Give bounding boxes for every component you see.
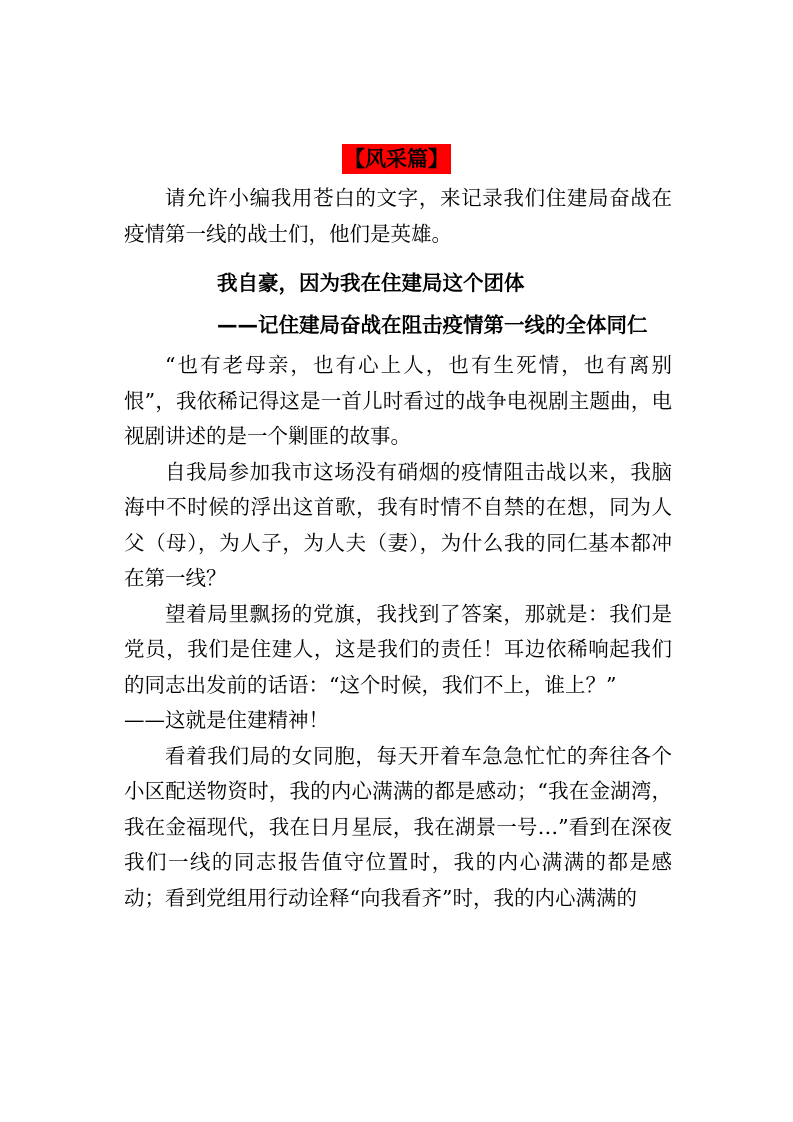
body-paragraph: “也有老母亲，也有心上人，也有生死情，也有离别恨”，我依稀记得这是一首儿时看过的战争电视剧主题曲，电视剧讲述的是一个剿匪的故事。	[124, 353, 672, 448]
article-subtitle: ——记住建局奋战在阻击疫情第一线的全体同仁	[217, 313, 648, 337]
body-paragraph: 望着局里飘扬的党旗，我找到了答案，那就是：我们是党员，我们是住建人，这是我们的责任！耳边依稀响起我们的同志出发前的话语：“这个时候，我们不上，谁上？”	[124, 601, 672, 697]
article-title: 我自豪，因为我在住建局这个团体	[217, 271, 525, 295]
body-paragraph: 自我局参加我市这场没有硝烟的疫情阻击战以来，我脑海中不时候的浮出这首歌，我有时情不自禁的在想，同为人父（母），为人子，为人夫（妻），为什么我的同仁基本都冲在第一线？	[124, 459, 672, 590]
section-tag-label: 【风采篇】	[342, 144, 451, 174]
section-tag	[0, 144, 793, 174]
intro-block	[124, 181, 672, 252]
article-body	[124, 348, 672, 916]
intro-paragraph: 请允许小编我用苍白的文字，来记录我们住建局奋战在疫情第一线的战士们，他们是英雄。	[124, 186, 672, 246]
body-paragraph: ——这就是住建精神！	[124, 708, 329, 732]
body-paragraph: 看着我们局的女同胞，每天开着车急急忙忙的奔往各个小区配送物资时，我的内心满满的都是感动；“我在金湖湾，我在金福现代，我在日月星辰，我在湖景一号…”看到在深夜我们一线的同志报告值守位置时，我的内心满满的都是感动；看到党组用行动诠释“向我看齐”时，我的内心满满的	[124, 743, 672, 910]
